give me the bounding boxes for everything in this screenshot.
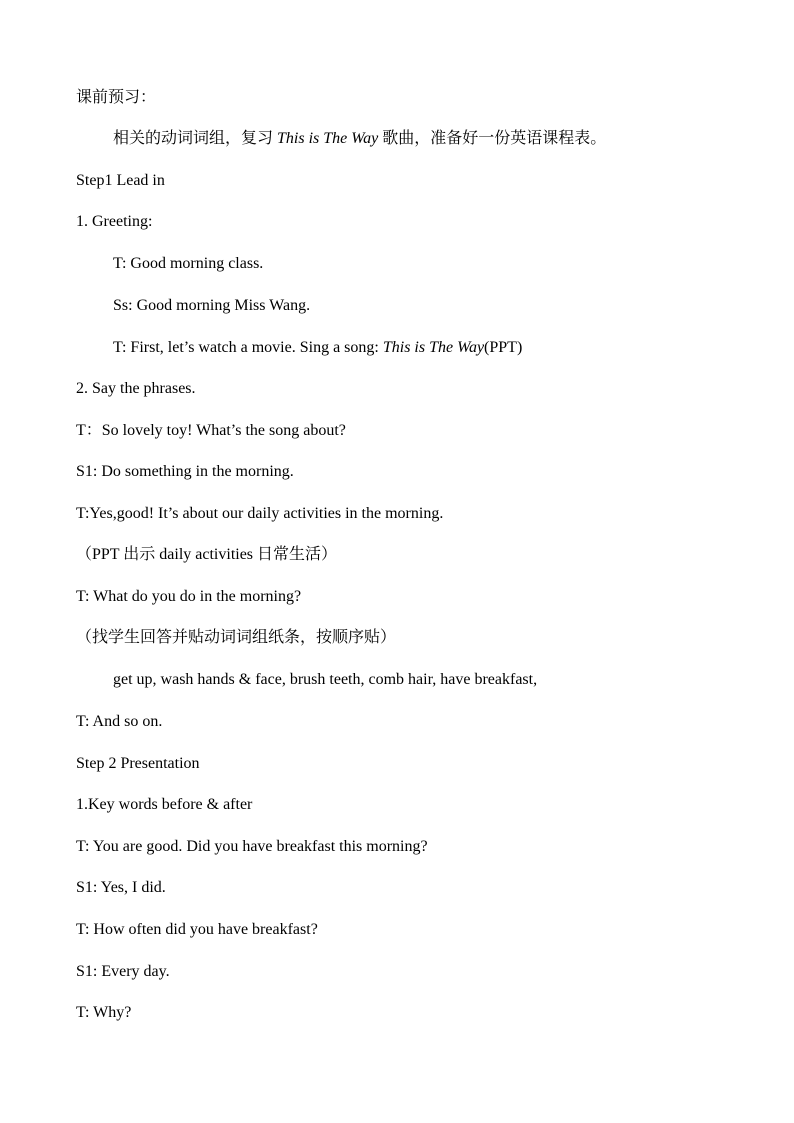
dialogue-line: Ss: Good morning Miss Wang. — [113, 297, 311, 314]
song-title: This is The Way — [277, 130, 379, 147]
ppt-note: （PPT 出示 daily activities 日常生活） — [76, 546, 338, 563]
dialogue-line: T: Why? — [76, 1004, 132, 1021]
teacher-note: （找学生回答并贴动词词组纸条，按顺序贴） — [76, 629, 397, 646]
phrase-list: get up, wash hands & face, brush teeth, comb hair, have breakfast, — [113, 671, 538, 688]
preview-text-2: 歌曲，准备好一份英语课程表。 — [378, 130, 607, 147]
song-title: This is The Way — [382, 339, 485, 356]
dialogue-line: T:Yes,good! It’s about our daily activities in the morning. — [76, 505, 444, 522]
key-words-heading: 1.Key words before & after — [76, 796, 253, 813]
step1-heading: Step1 Lead in — [76, 172, 165, 189]
dialogue-line: T：So lovely toy! What’s the song about? — [76, 422, 346, 439]
preview-text-1: 相关的动词词组，复习 — [113, 130, 278, 147]
dialogue-line: T: And so on. — [76, 713, 163, 730]
dialogue-text: (PPT) — [484, 339, 523, 356]
dialogue-line: T: Good morning class. — [113, 255, 264, 272]
preview-heading: 课前预习： — [76, 89, 157, 106]
dialogue-line: T: You are good. Did you have breakfast this morning? — [76, 838, 428, 855]
dialogue-text: T: First, let’s watch a movie. Sing a song: — [113, 339, 383, 356]
dialogue-line: T: How often did you have breakfast? — [76, 921, 318, 938]
dialogue-line: S1: Every day. — [76, 963, 170, 980]
step2-heading: Step 2 Presentation — [76, 755, 200, 772]
greeting-heading: 1. Greeting: — [76, 213, 153, 230]
dialogue-line — [113, 338, 522, 358]
phrases-heading: 2. Say the phrases. — [76, 380, 196, 397]
preview-instructions — [113, 129, 606, 149]
dialogue-line: S1: Do something in the morning. — [76, 463, 294, 480]
dialogue-line: T: What do you do in the morning? — [76, 588, 302, 605]
dialogue-line: S1: Yes, I did. — [76, 879, 166, 896]
